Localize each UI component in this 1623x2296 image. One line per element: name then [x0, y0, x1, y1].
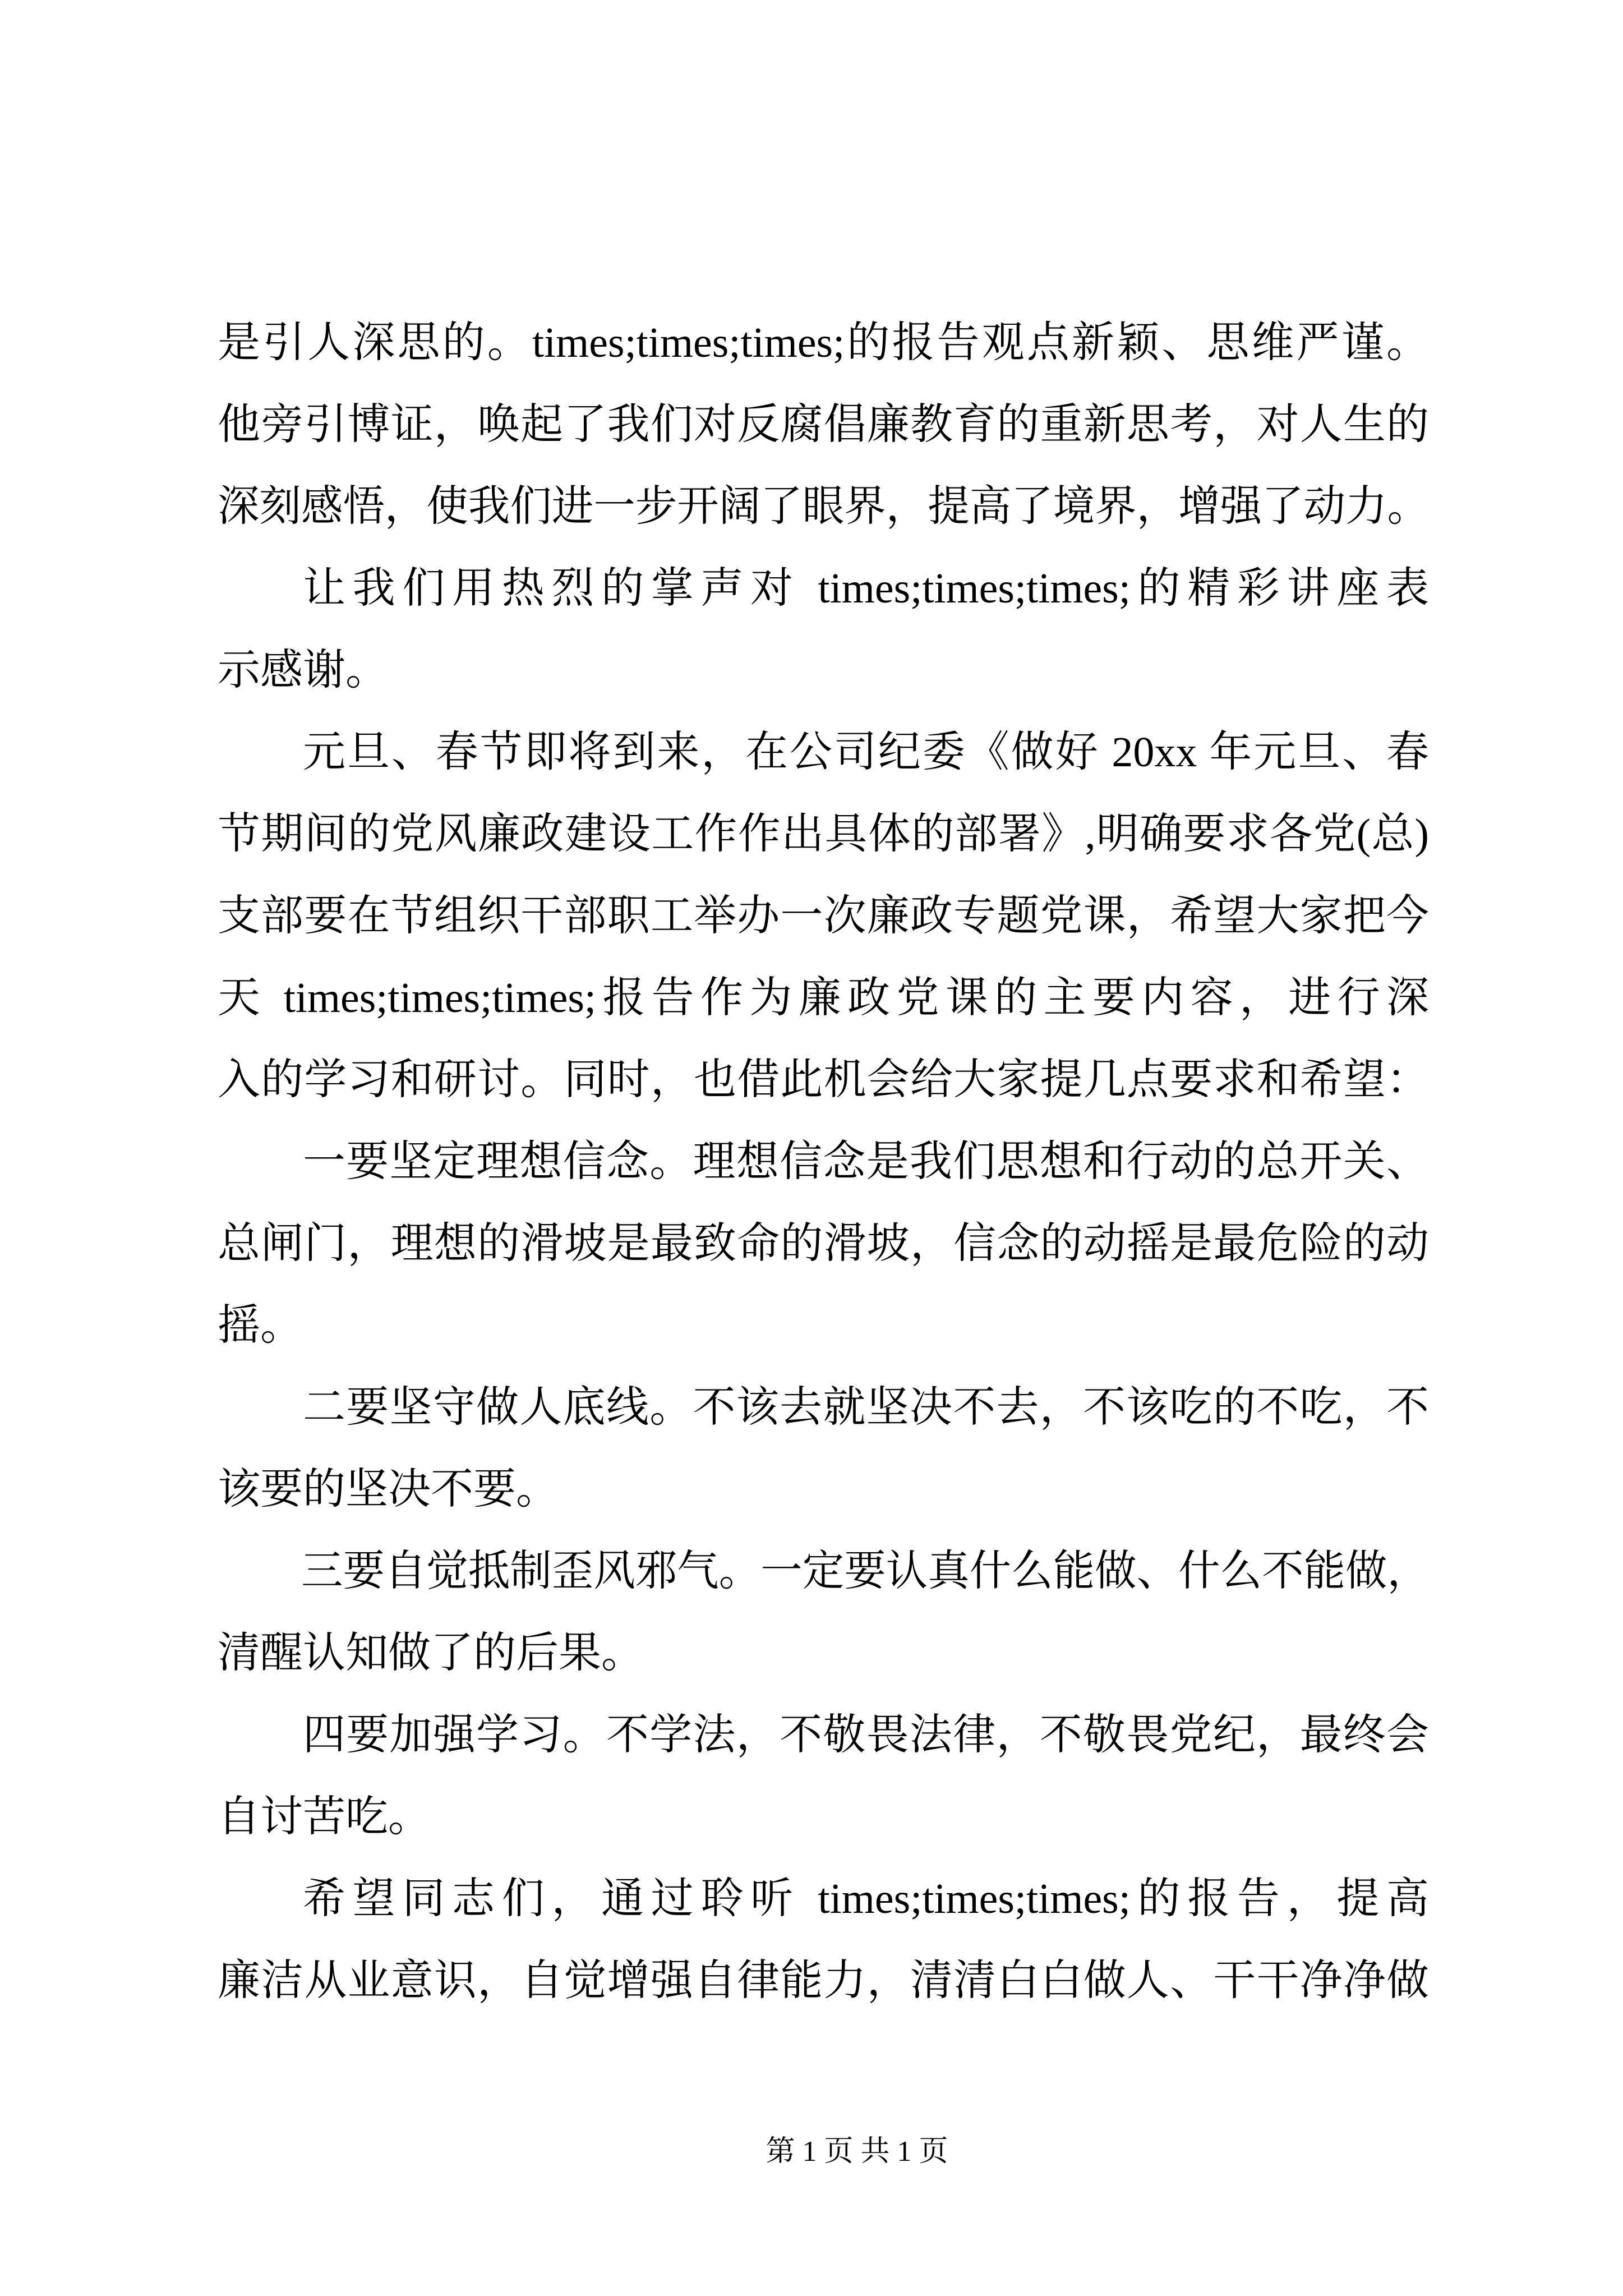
paragraph — [218, 1366, 1429, 1530]
text-line: 希望同志们，通过聆听 times;times;times;的报告，提高 — [303, 1875, 1429, 1922]
paragraph — [218, 1121, 1429, 1366]
text-line: 元旦、春节即将到来，在公司纪委《做好 20xx 年元旦、春 — [303, 729, 1429, 776]
paragraph — [218, 1858, 1429, 2022]
text-line: 廉洁从业意识，自觉增强自律能力，清清白白做人、干干净净做 — [218, 1957, 1429, 2004]
document-body — [218, 302, 1429, 2022]
text-line: 自讨苦吃。 — [218, 1793, 431, 1841]
text-line: 摇。 — [218, 1302, 303, 1349]
text-line: 示感谢。 — [218, 647, 388, 694]
text-line: 清醒认知做了的后果。 — [218, 1630, 644, 1677]
text-line: 天 times;times;times;报告作为廉政党课的主要内容，进行深 — [218, 974, 1429, 1022]
paragraph — [218, 1530, 1429, 1694]
text-line: 三要自觉抵制歪风邪气。一定要认真什么能做、什么不能做， — [301, 1548, 1429, 1595]
text-line: 他旁引博证，唤起了我们对反腐倡廉教育的重新思考，对人生的 — [218, 401, 1429, 448]
paragraph — [218, 711, 1429, 1121]
text-line: 一要坚定理想信念。理想信念是我们思想和行动的总开关、 — [303, 1138, 1429, 1185]
text-line: 总闸门，理想的滑坡是最致命的滑坡，信念的动摇是最危险的动 — [218, 1220, 1429, 1267]
text-line: 让我们用热烈的掌声对 times;times;times;的精彩讲座表 — [303, 565, 1429, 612]
paragraph — [218, 1694, 1429, 1858]
paragraph — [218, 302, 1429, 547]
text-line: 是引人深思的。times;times;times;的报告观点新颖、思维严谨。 — [218, 319, 1429, 366]
text-line: 深刻感悟，使我们进一步开阔了眼界，提高了境界，增强了动力。 — [218, 483, 1429, 530]
page-footer-label: 第 1 页 共 1 页 — [766, 2136, 948, 2168]
text-line: 该要的坚决不要。 — [218, 1466, 559, 1513]
text-line: 二要坚守做人底线。不该去就坚决不去，不该吃的不吃，不 — [303, 1384, 1429, 1431]
text-line: 支部要在节组织干部职工举办一次廉政专题党课，希望大家把今 — [218, 892, 1429, 940]
text-line: 入的学习和研讨。同时，也借此机会给大家提几点要求和希望： — [218, 1056, 1429, 1103]
paragraph — [218, 547, 1429, 711]
text-line: 节期间的党风廉政建设工作作出具体的部署》,明确要求各党(总) — [218, 811, 1429, 858]
text-line: 四要加强学习。不学法，不敬畏法律，不敬畏党纪，最终会 — [303, 1711, 1429, 1759]
